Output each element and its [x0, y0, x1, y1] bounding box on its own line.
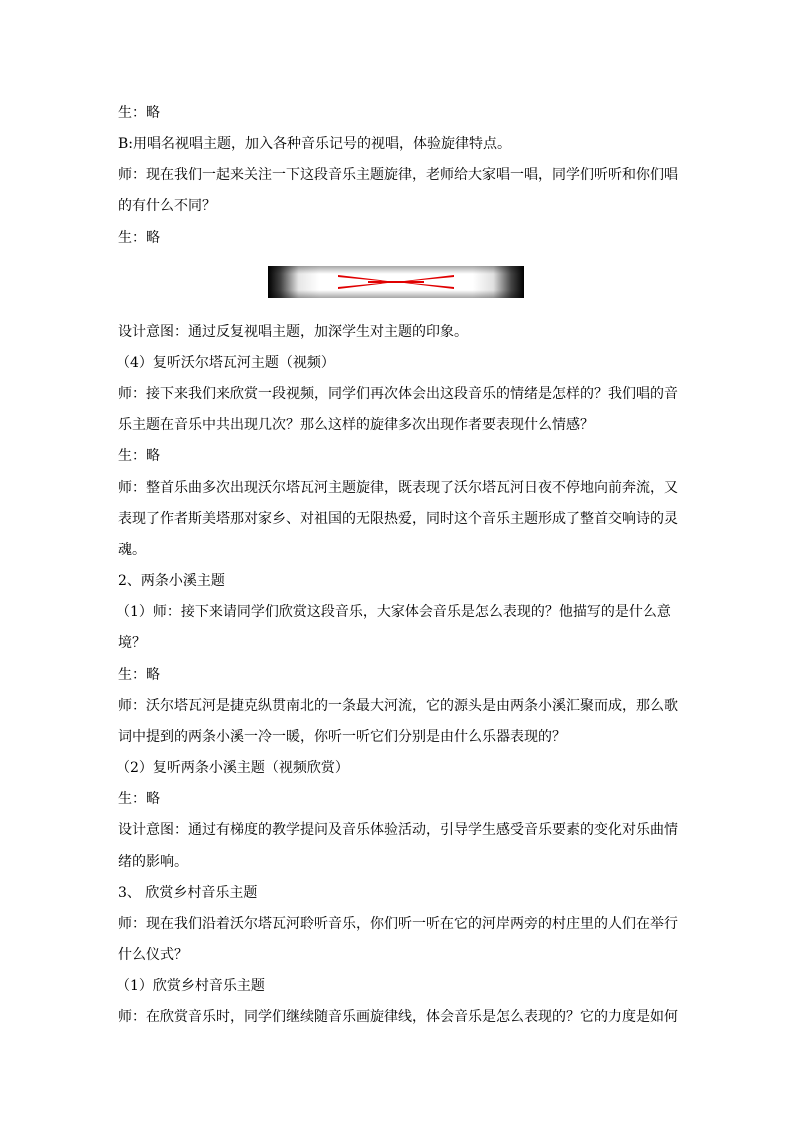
text-line-4: 的有什么不同？ — [118, 198, 216, 214]
text-line-2: B:用唱名视唱主题，加入各种音乐记号的视唱，体验旋律特点。 — [118, 136, 512, 152]
text-line-5: 生：略 — [118, 230, 160, 246]
text-line-21: 生：略 — [118, 791, 160, 807]
text-line-26: 什么仪式？ — [118, 947, 188, 963]
text-line-11: 师：整首乐曲多次出现沃尔塔瓦河主题旋律，既表现了沃尔塔瓦河日夜不停地向前奔流，又 — [118, 480, 678, 496]
text-line-10: 生：略 — [118, 448, 160, 464]
text-line-22: 设计意图：通过有梯度的教学提问及音乐体验活动，引导学生感受音乐要素的变化对乐曲情 — [118, 822, 678, 838]
text-line-6: 设计意图：通过反复视唱主题，加深学生对主题的印象。 — [118, 324, 468, 340]
decorative-banner-image — [268, 266, 524, 298]
text-line-24: 3、 欣赏乡村音乐主题 — [118, 885, 258, 901]
text-line-16: 境？ — [118, 635, 146, 651]
text-line-14: 2、两条小溪主题 — [118, 573, 225, 589]
text-line-3: 师：现在我们一起来关注一下这段音乐主题旋律，老师给大家唱一唱，同学们听听和你们唱 — [118, 167, 678, 183]
text-line-25: 师：现在我们沿着沃尔塔瓦河聆听音乐，你们听一听在它的河岸两旁的村庄里的人们在举行 — [118, 916, 678, 932]
text-line-15: （1）师：接下来请同学们欣赏这段音乐，大家体会音乐是怎么表现的？他描写的是什么意 — [116, 604, 671, 620]
banner-graphic — [268, 266, 524, 298]
text-line-13: 魂。 — [118, 542, 146, 558]
text-line-18: 师：沃尔塔瓦河是捷克纵贯南北的一条最大河流，它的源头是由两条小溪汇聚而成，那么歌 — [118, 698, 678, 714]
text-line-20: （2）复听两条小溪主题（视频欣赏） — [116, 760, 349, 776]
text-line-12: 表现了作者斯美塔那对家乡、对祖国的无限热爱，同时这个音乐主题形成了整首交响诗的灵 — [118, 511, 678, 527]
text-line-28: 师：在欣赏音乐时，同学们继续随音乐画旋律线，体会音乐是怎么表现的？它的力度是如何 — [118, 1009, 678, 1025]
text-line-7: （4）复听沃尔塔瓦河主题（视频） — [116, 355, 335, 371]
text-line-27: （1）欣赏乡村音乐主题 — [116, 978, 265, 994]
text-line-19: 词中提到的两条小溪一冷一暖，你听一听它们分别是由什么乐器表现的？ — [118, 729, 566, 745]
text-line-8: 师：接下来我们来欣赏一段视频，同学们再次体会出这段音乐的情绪是怎样的？我们唱的音 — [118, 386, 678, 402]
text-line-1: 生：略 — [118, 105, 160, 121]
text-line-17: 生：略 — [118, 667, 160, 683]
text-line-9: 乐主题在音乐中共出现几次？那么这样的旋律多次出现作者要表现什么情感？ — [118, 417, 594, 433]
text-line-23: 绪的影响。 — [118, 854, 188, 870]
